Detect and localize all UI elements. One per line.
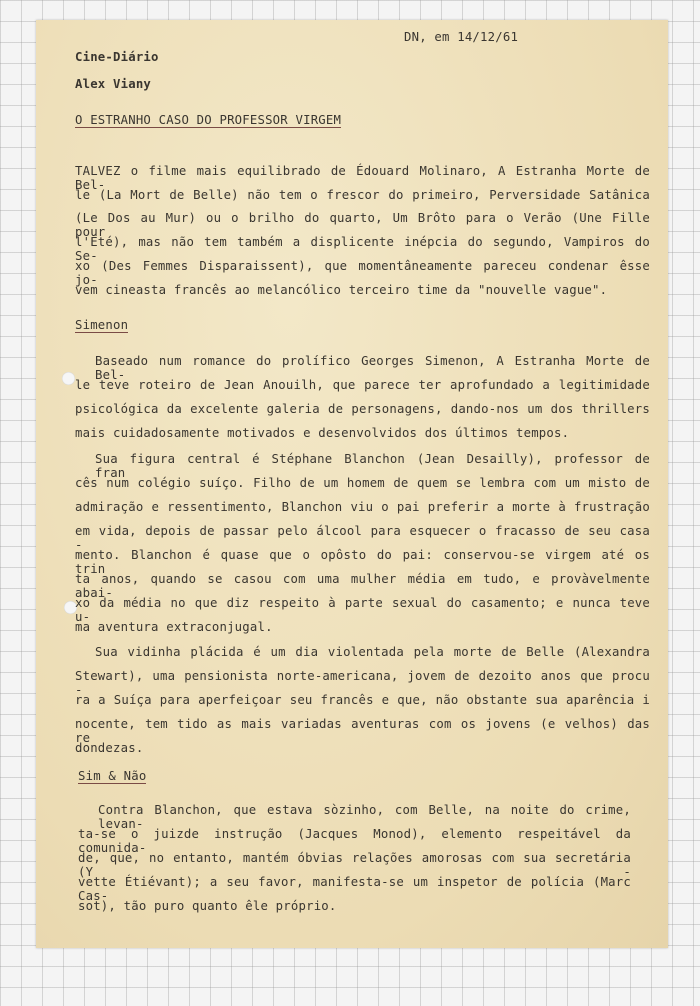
body-line: Stewart), uma pensionista norte-americana, jovem de dezoito anos que procu - (75, 669, 650, 697)
column-name: Cine-Diário (75, 50, 159, 64)
body-line: ta anos, quando se casou com uma mulher média em tudo, e provàvelmente abai- (75, 572, 650, 600)
body-line: nocente, tem tido as mais variadas aventuras com os jovens (e velhos) das re (75, 717, 650, 745)
body-line: Sua figura central é Stéphane Blanchon (Jean Desailly), professor de fran (95, 452, 650, 480)
body-line: de, que, no entanto, mantém óbvias relações amorosas com sua secretária (Y - (78, 851, 631, 879)
punch-hole-top (62, 372, 75, 385)
body-line: psicológica da excelente galeria de personagens, dando-nos um dos thrillers (75, 402, 650, 416)
body-line: em vida, depois de passar pelo álcool para esquecer o fracasso de seu casa - (75, 524, 650, 552)
body-line: xo da média no que diz respeito à parte sexual do casamento; e nunca teve u- (75, 596, 650, 624)
body-line: Contra Blanchon, que estava sòzinho, com Belle, na noite do crime, levan- (98, 803, 631, 831)
body-line: Baseado num romance do prolífico Georges Simenon, A Estranha Morte de Bel- (95, 354, 650, 382)
body-line: ma aventura extraconjugal. (75, 620, 273, 634)
body-line: sot), tão puro quanto êle próprio. (78, 899, 337, 913)
body-line: admiração e ressentimento, Blanchon viu o pai preferir a morte à frustração (75, 500, 650, 514)
body-line: ta-se o juizde instrução (Jacques Monod), elemento respeitável da comunida- (78, 827, 631, 855)
body-line: Sua vidinha plácida é um dia violentada pela morte de Belle (Alexandra (95, 645, 650, 659)
body-line: mais cuidadosamente motivados e desenvolvidos dos últimos tempos. (75, 426, 570, 440)
body-line: ra a Suíça para aperfeiçoar seu francês e que, não obstante sua aparência i (75, 693, 650, 707)
author-name: Alex Viany (75, 77, 152, 91)
article-title: O ESTRANHO CASO DO PROFESSOR VIRGEM (75, 113, 342, 127)
body-line: le teve roteiro de Jean Anouilh, que parece ter aprofundado a legitimidade (75, 378, 650, 392)
intro-line: (Le Dos au Mur) ou o brilho do quarto, Um Brôto para o Verão (Une Fille pour (75, 211, 650, 239)
body-line: mento. Blanchon é quase que o opôsto do pai: conservou-se virgem até os trin (75, 548, 650, 576)
section-heading-simenon: Simenon (75, 318, 129, 332)
intro-line: le (La Mort de Belle) não tem o frescor do primeiro, Perversidade Satânica (75, 188, 650, 202)
body-line: cês num colégio suíço. Filho de um homem de quem se lembra com um misto de (75, 476, 650, 490)
intro-line: vem cineasta francês ao melancólico terceiro time da "nouvelle vague". (75, 283, 608, 297)
section-heading-sim-nao: Sim & Não (78, 769, 147, 783)
intro-line: xo (Des Femmes Disparaissent), que momentâneamente pareceu condenar êsse jo- (75, 259, 650, 287)
body-line: vette Étiévant); a seu favor, manifesta-se um inspetor de polícia (Marc Cas- (78, 875, 631, 903)
intro-line: l'Été), mas não tem também a displicente inépcia do segundo, Vampiros do Se- (75, 235, 650, 263)
date-line: DN, em 14/12/61 (404, 30, 519, 44)
body-line: dondezas. (75, 741, 144, 755)
intro-line: TALVEZ o filme mais equilibrado de Édouard Molinaro, A Estranha Morte de Bel- (75, 164, 650, 192)
